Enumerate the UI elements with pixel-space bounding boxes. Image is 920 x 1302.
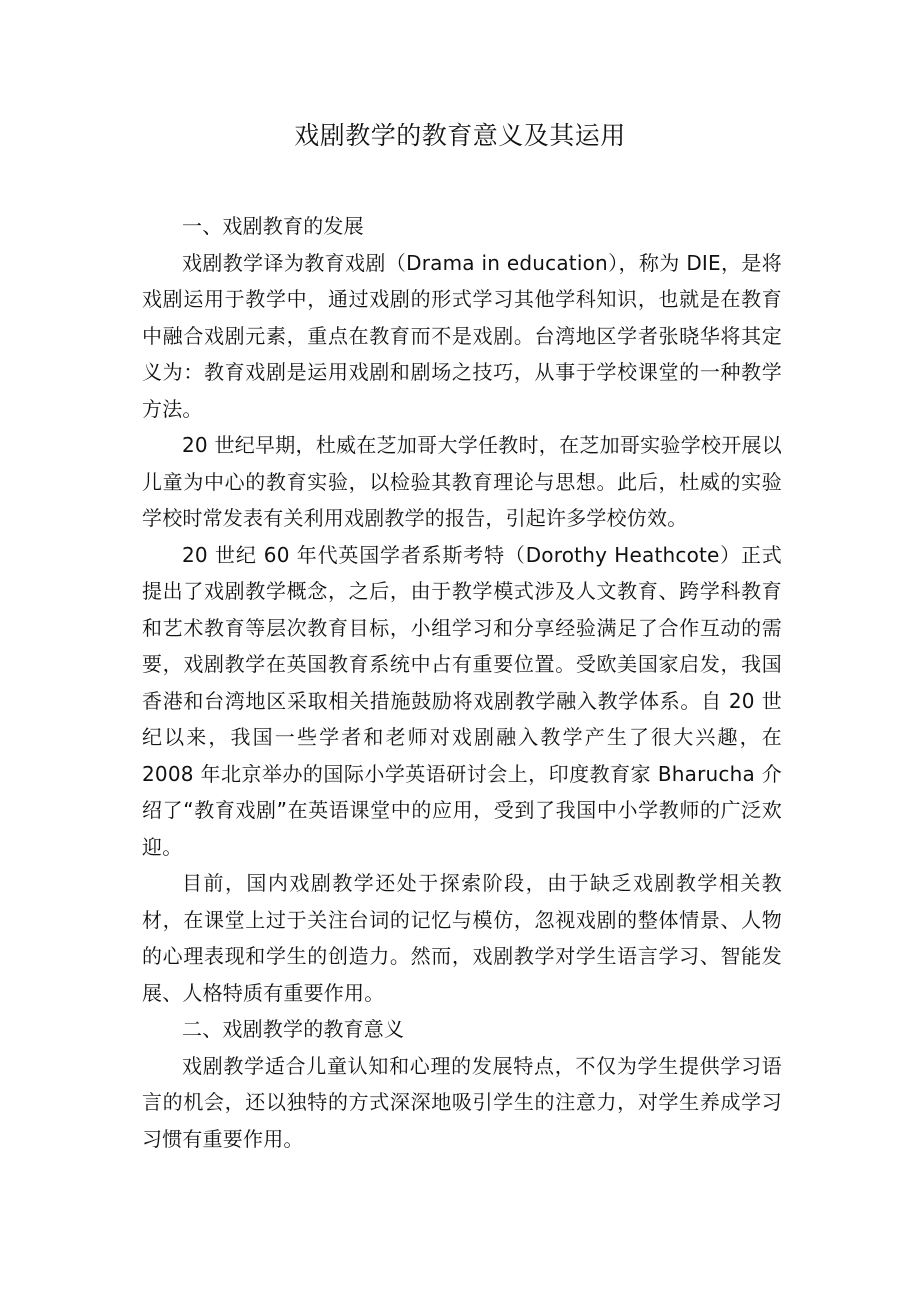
document-title: 戏剧教学的教育意义及其运用 [294, 121, 626, 150]
document-body [142, 208, 782, 1157]
section-heading-significance: 二、戏剧教学的教育意义 [182, 1017, 405, 1041]
paragraph: 目前，国内戏剧教学还处于探索阶段，由于缺乏戏剧教学相关教材，在课堂上过于关注台词的记忆与模仿，忽视戏剧的整体情景、人物的心理表现和学生的创造力。然而，戏剧教学对学生语言学习、智能发展、人格特质有重要作用。 [142, 871, 782, 1005]
paragraph: 20 世纪 60 年代英国学者系斯考特（Dorothy Heathcote）正式提出了戏剧教学概念，之后，由于教学模式涉及人文教育、跨学科教育和艺术教育等层次教育目标，小组学习和分享经验满足了合作互动的需要，戏剧教学在英国教育系统中占有重要位置。受欧美国家启发，我国香港和台湾地区采取相关措施鼓励将戏剧教学融入教学体系。自 20 世纪以来，我国一些学者和老师对戏剧融入教学产生了很大兴趣，在 2008 年北京举办的国际小学英语研讨会上，印度教育家 Bharucha 介绍了“教育戏剧”在英语课堂中的应用，受到了我国中小学教师的广泛欢迎。 [142, 542, 782, 859]
section-heading-development: 一、戏剧教育的发展 [182, 214, 364, 238]
paragraph: 20 世纪早期，杜威在芝加哥大学任教时，在芝加哥实验学校开展以儿童为中心的教育实验，以检验其教育理论与思想。此后，杜威的实验学校时常发表有关利用戏剧教学的报告，引起许多学校仿效。 [142, 433, 782, 530]
paragraph: 戏剧教学适合儿童认知和心理的发展特点，不仅为学生提供学习语言的机会，还以独特的方式深深地吸引学生的注意力，对学生养成学习习惯有重要作用。 [142, 1053, 782, 1151]
paragraph: 戏剧教学译为教育戏剧（Drama in education），称为 DIE，是将戏剧运用于教学中，通过戏剧的形式学习其他学科知识，也就是在教育中融合戏剧元素，重点在教育而不是戏剧。台湾地区学者张晓华将其定义为：教育戏剧是运用戏剧和剧场之技巧，从事于学校课堂的一种教学方法。 [142, 250, 782, 421]
